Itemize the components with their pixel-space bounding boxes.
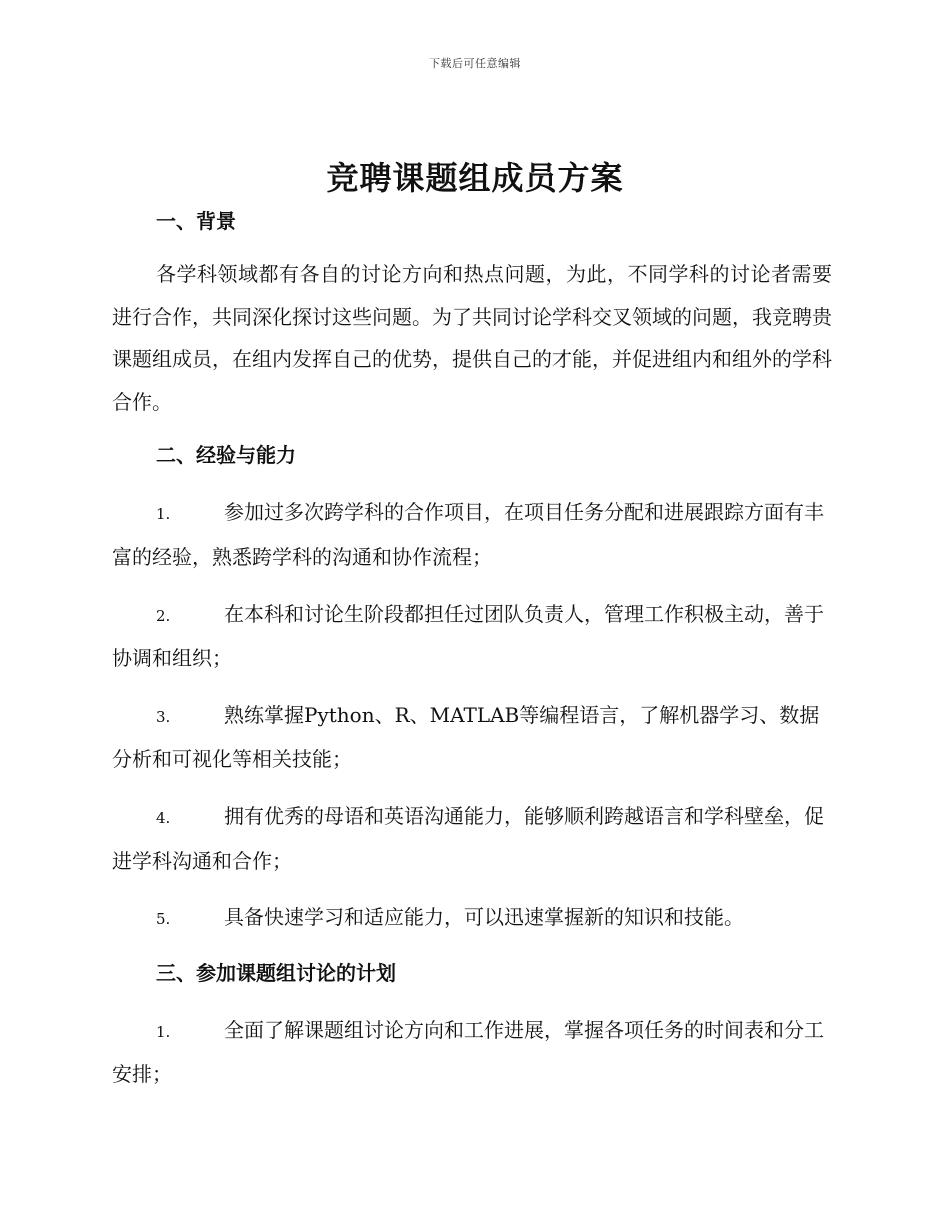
list-number: 5. <box>156 910 171 929</box>
list-number: 1. <box>156 1022 171 1041</box>
list-item <box>112 593 832 680</box>
list-text: 拥有优秀的母语和英语沟通能力，能够顺利跨越语言和学科壁垒，促进学科沟通和合作； <box>112 803 824 873</box>
background-paragraph: 各学科领域都有各自的讨论方向和热点问题，为此，不同学科的讨论者需要进行合作，共同深化探讨这些问题。为了共同讨论学科交叉领域的问题，我竞聘贵课题组成员，在组内发挥自己的优势，提供自己的才能，并促进组内和组外的学科合作。 <box>112 262 832 414</box>
list-text: 具备快速学习和适应能力，可以迅速掌握新的知识和技能。 <box>224 905 744 930</box>
list-text: 熟练掌握Python、R、MATLAB等编程语言，了解机器学习、数据分析和可视化等相关技能； <box>112 702 820 772</box>
list-item <box>112 694 832 781</box>
list-item <box>112 491 832 578</box>
list-number: 1. <box>156 505 171 524</box>
section-heading-plan: 三、参加课题组讨论的计划 <box>156 960 396 985</box>
list-number: 2. <box>156 606 171 625</box>
document-title: 竞聘课题组成员方案 <box>326 159 624 197</box>
list-number: 3. <box>156 707 171 726</box>
list-item <box>112 795 832 882</box>
list-text: 在本科和讨论生阶段都担任过团队负责人，管理工作积极主动，善于协调和组织； <box>112 601 824 671</box>
document-body <box>112 203 832 1096</box>
list-text: 全面了解课题组讨论方向和工作进展，掌握各项任务的时间表和分工安排； <box>112 1017 824 1087</box>
section-heading-background: 一、背景 <box>156 209 236 233</box>
list-item <box>112 1009 832 1096</box>
list-text: 参加过多次跨学科的合作项目，在项目任务分配和进展跟踪方面有丰富的经验，熟悉跨学科的沟通和协作流程； <box>112 500 824 569</box>
header-note: 下载后可任意编辑 <box>429 57 521 70</box>
list-item <box>112 896 832 941</box>
list-number: 4. <box>156 808 171 827</box>
section-heading-experience: 二、经验与能力 <box>156 443 296 468</box>
